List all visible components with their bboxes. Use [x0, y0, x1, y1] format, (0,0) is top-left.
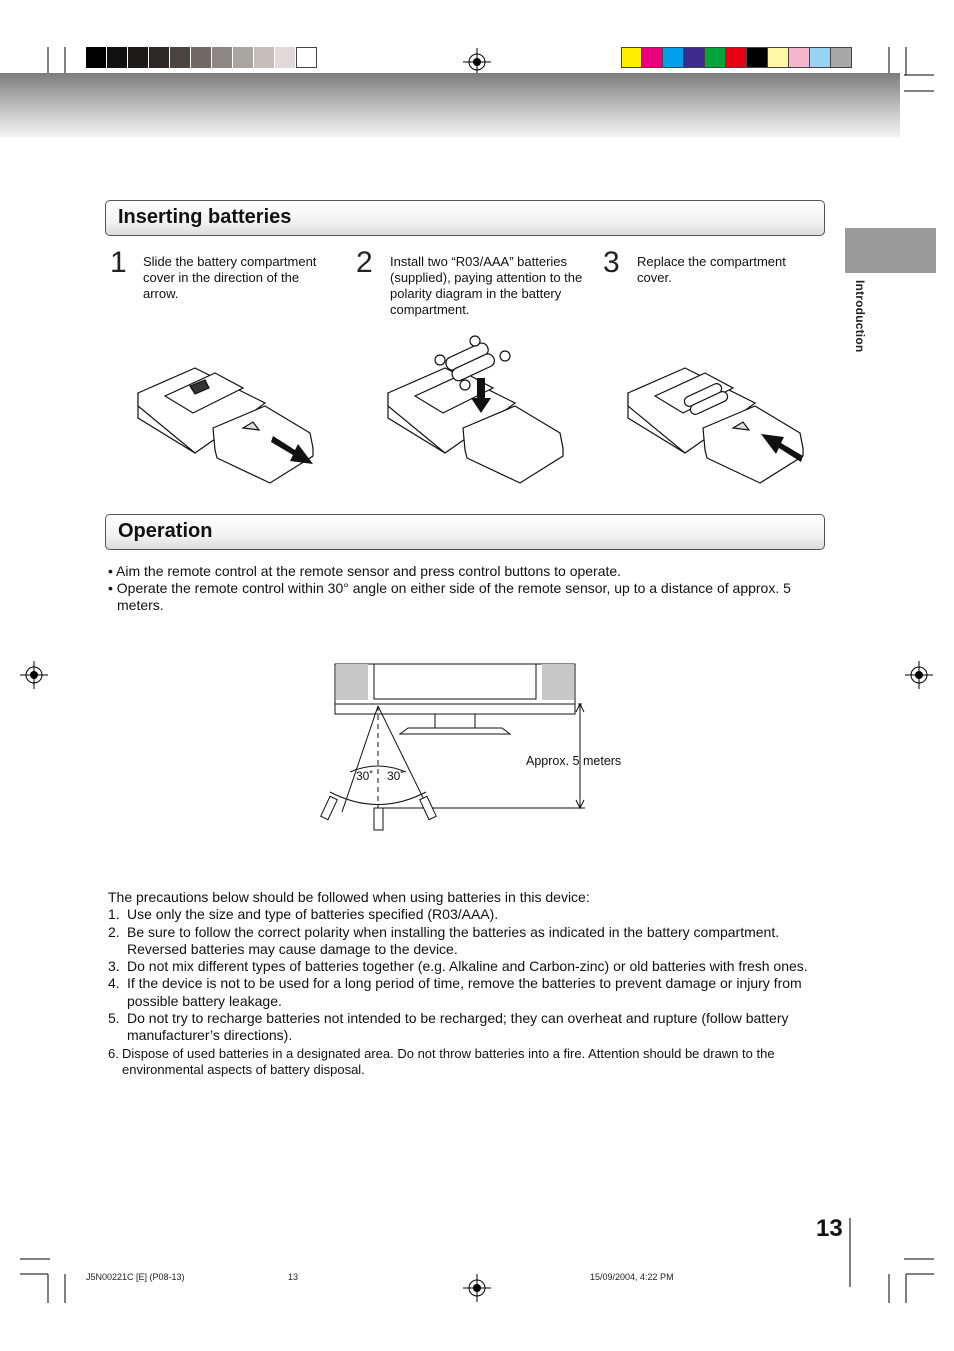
color-swatch	[768, 47, 789, 68]
color-swatch	[233, 47, 254, 68]
side-tab-label: Introduction	[853, 280, 867, 353]
list-item-text: If the device is not to be used for a long period of time, remove the batteries to prevent damage or injury from possible battery leakage.	[127, 975, 802, 1009]
section-title: Inserting batteries	[118, 206, 292, 228]
list-item-text: Do not mix different types of batteries together (e.g. Alkaline and Carbon-zinc) or old batteries with fresh ones.	[127, 958, 808, 975]
color-swatch	[296, 47, 317, 68]
remote-battery-install-illustration	[385, 333, 575, 483]
header-band	[0, 73, 900, 137]
registration-target-icon	[20, 661, 50, 691]
list-item-number: 2.	[108, 923, 120, 940]
color-swatch	[684, 47, 705, 68]
list-item	[108, 1046, 828, 1078]
color-swatch	[663, 47, 684, 68]
color-swatch	[705, 47, 726, 68]
inserting-batteries-header	[105, 200, 825, 236]
list-item	[108, 975, 828, 1010]
operation-header	[105, 514, 825, 550]
remote-close-cover-illustration	[625, 358, 815, 488]
color-swatch	[642, 47, 663, 68]
footer-timestamp: 15/09/2004, 4:22 PM	[590, 1272, 674, 1282]
color-swatch	[149, 47, 170, 68]
bullet-item	[108, 580, 828, 614]
registration-target-icon	[463, 1274, 493, 1304]
color-swatch	[107, 47, 128, 68]
color-swatch	[747, 47, 768, 68]
color-swatch	[789, 47, 810, 68]
step-number: 3	[603, 246, 620, 279]
remote-open-cover-illustration	[135, 358, 325, 488]
footer-page: 13	[288, 1272, 299, 1282]
step-text: Slide the battery compartment cover in the direction of the arrow.	[143, 254, 317, 301]
distance-label: Approx. 5 meters	[526, 754, 622, 768]
list-item-text: Do not try to recharge batteries not intended to be recharged; they can overheat and rupture (follow battery manufacturer’s directions).	[127, 1010, 789, 1044]
angle-right-label: 30˚	[387, 769, 405, 783]
list-item-number: 5.	[108, 1010, 120, 1027]
color-swatch	[621, 47, 642, 68]
list-item-number: 3.	[108, 958, 120, 975]
list-item-number: 6.	[108, 1045, 119, 1061]
footer-doc-code: J5N00221C [E] (P08-13)	[86, 1272, 185, 1282]
color-swatch	[831, 47, 852, 68]
color-swatch	[170, 47, 191, 68]
list-item-number: 4.	[108, 975, 120, 992]
step-text: Install two “R03/AAA” batteries (supplied), paying attention to the polarity diagram in the battery compartment.	[390, 254, 583, 317]
step-text: Replace the compartment cover.	[637, 254, 786, 285]
bullet-item-text: • Operate the remote control within 30° angle on either side of the remote sensor, up to a distance of approx. 5 meters.	[108, 580, 791, 613]
list-item-text: Be sure to follow the correct polarity when installing the batteries as indicated in the battery compartment. Reversed batteries may cause damage to the device.	[127, 923, 780, 957]
list-item-number: 1.	[108, 906, 120, 923]
color-swatch	[128, 47, 149, 68]
color-swatch	[726, 47, 747, 68]
gray-color-bar	[86, 47, 317, 68]
step-number: 2	[356, 246, 373, 279]
precautions-intro: The precautions below should be followed when using batteries in this device:	[108, 889, 590, 905]
angle-left-label: 30˚	[356, 769, 374, 783]
bullet-item: • Aim the remote control at the remote sensor and press control buttons to operate.	[108, 563, 622, 579]
step-number: 1	[110, 246, 127, 279]
registration-target-icon	[905, 661, 935, 691]
color-swatch	[254, 47, 275, 68]
section-title: Operation	[118, 520, 213, 542]
remote-range-diagram	[320, 662, 620, 832]
color-swatch	[191, 47, 212, 68]
page-number: 13	[816, 1215, 843, 1242]
color-swatch	[86, 47, 107, 68]
list-item	[108, 924, 828, 959]
list-item	[108, 1010, 828, 1045]
list-item	[108, 906, 828, 923]
list-item-text: Use only the size and type of batteries specified (R03/AAA).	[127, 906, 499, 923]
color-swatch	[810, 47, 831, 68]
color-swatch	[212, 47, 233, 68]
precautions	[108, 889, 828, 1078]
color-swatch	[275, 47, 296, 68]
list-item-text: Dispose of used batteries in a designated area. Do not throw batteries into a fire. Attention should be drawn to the environmental aspects of battery disposal.	[122, 1045, 775, 1077]
color-bar	[621, 47, 852, 68]
list-item	[108, 958, 828, 975]
side-tab	[845, 228, 936, 273]
